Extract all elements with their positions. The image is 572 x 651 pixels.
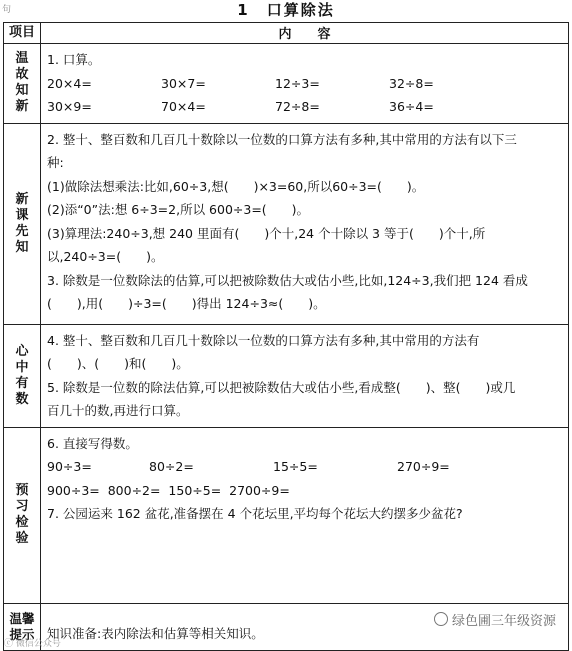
expr: 72÷8= (275, 99, 320, 114)
review-content (41, 44, 569, 124)
check-label: 预 习 检 验 (4, 427, 41, 603)
corner-mark: 句 (2, 5, 12, 15)
heart-content (41, 324, 569, 427)
check-row1 (47, 455, 562, 479)
header-item-label: 项目 (4, 23, 41, 44)
text-line: 5. 除数是一位数的除法估算,可以把被除数估大或估小些,看成整( )、整( )或几 (47, 379, 516, 395)
heart-row (4, 324, 569, 427)
text-line: 以,240÷3=( )。 (47, 249, 164, 264)
expr: 30×7= (161, 75, 206, 91)
check-content (41, 427, 569, 603)
text-line: 3. 除数是一位数除法的估算,可以把被除数估大或估小些,比如,124÷3,我们把 124 看成 (47, 272, 528, 288)
expr: 15÷5= (273, 459, 318, 474)
review-row (4, 44, 569, 124)
review-label: 温 故 知 新 (4, 44, 41, 124)
text-line: (1)做除法想乘法:比如,60÷3,想( )×3=60,所以60÷3=( )。 (47, 178, 425, 194)
review-heading: 1. 口算。 (47, 52, 101, 67)
tip-row (4, 603, 569, 650)
expr: 70×4= (161, 99, 206, 114)
preview-row (4, 123, 569, 324)
expr: 32÷8= (389, 75, 434, 91)
text-line: ( ),用( )÷3=( )得出 124÷3≈( )。 (47, 296, 326, 311)
review-row2 (47, 95, 562, 119)
expr: 30×9= (47, 99, 92, 114)
header-content-label: 内 容 (41, 23, 569, 44)
tip-text: 知识准备:表内除法和估算等相关知识。 (47, 626, 264, 641)
text-line: 种: (47, 155, 64, 170)
text-line: ( )、( )和( )。 (47, 356, 189, 371)
text-line: 4. 整十、整百数和几百几十数除以一位数的口算方法有多种,其中常用的方法有 (47, 332, 480, 348)
expr: 90÷3= (47, 459, 92, 474)
expr: 12÷3= (275, 75, 320, 91)
page-title: 1 口算除法 (237, 1, 335, 19)
watermark (434, 610, 556, 634)
expr: 36÷4= (389, 99, 434, 114)
check-heading: 6. 直接写得数。 (47, 435, 138, 451)
check-row (4, 427, 569, 603)
lesson-table (3, 22, 569, 651)
table-header-row (4, 23, 569, 44)
question-7: 7. 公园运来 162 盆花,准备摆在 4 个花坛里,平均每个花坛大约摆多少盆花? (47, 506, 463, 521)
preview-label: 新 课 先 知 (4, 123, 41, 324)
bottom-mark: ⓒ 微信公众号 (4, 639, 61, 649)
expr: 20×4= (47, 75, 92, 91)
text-line: (3)算理法:240÷3,想 240 里面有( )个十,24 个十除以 3 等于( )个十,所 (47, 225, 486, 241)
text-line: (2)添“0”法:想 6÷3=2,所以 600÷3=( )。 (47, 202, 310, 217)
tip-content (41, 603, 569, 650)
check-row2: 900÷3= 800÷2= 150÷5= 2700÷9= (47, 482, 290, 498)
text-line: 2. 整十、整百数和几百几十数除以一位数的口算方法有多种,其中常用的方法有以下三 (47, 131, 517, 147)
preview-content (41, 123, 569, 324)
expr: 80÷2= (149, 459, 194, 474)
watermark-text: 绿色圃三年级资源 (451, 613, 556, 629)
heart-label: 心 中 有 数 (4, 324, 41, 427)
expr: 270÷9= (397, 459, 450, 474)
tip-label: 温馨 提示 (4, 603, 41, 650)
text-line: 百几十的数,再进行口算。 (47, 403, 189, 418)
review-row1 (47, 72, 562, 96)
wechat-icon (434, 612, 448, 626)
